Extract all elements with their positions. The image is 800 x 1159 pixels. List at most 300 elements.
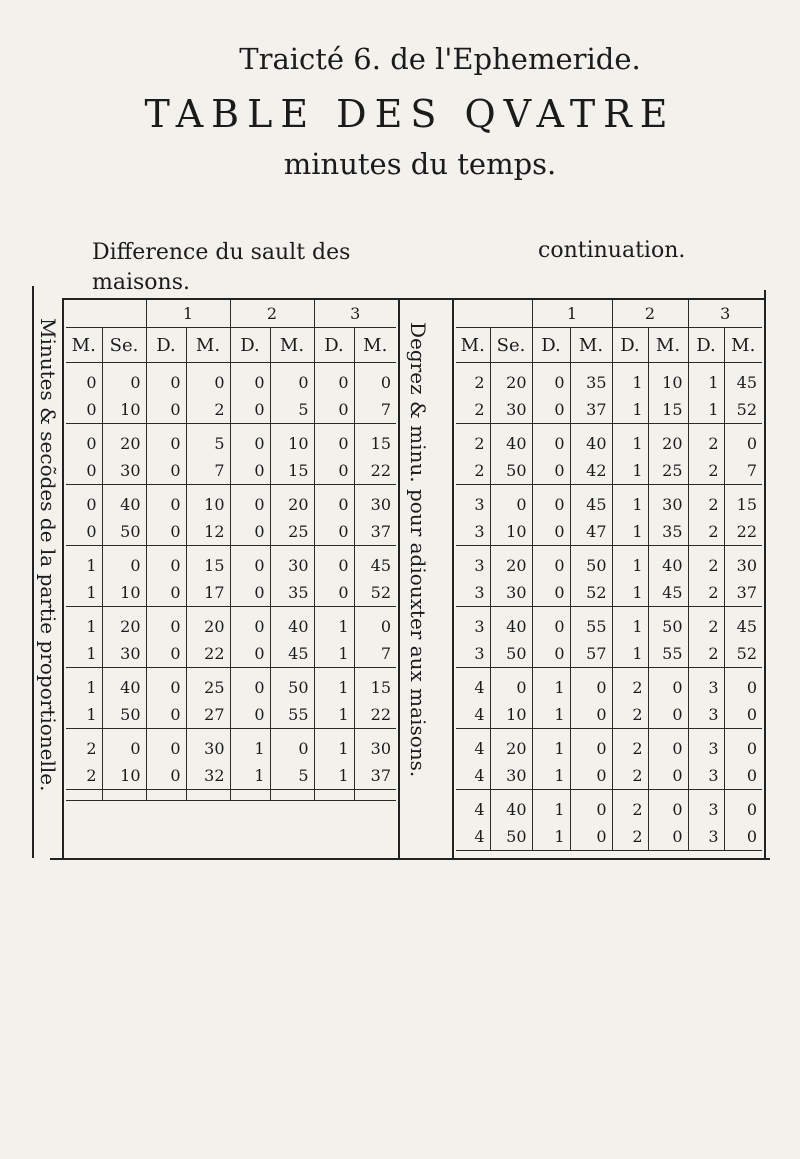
- table-cell: 0: [314, 424, 354, 458]
- table-cell: 22: [724, 518, 762, 546]
- table-cell: 2: [688, 518, 724, 546]
- column-header: D.: [314, 328, 354, 363]
- table-cell: 15: [370, 434, 391, 453]
- table-cell: 2: [612, 701, 648, 729]
- table-cell: 3: [688, 762, 724, 790]
- table-cell: 40: [490, 424, 532, 458]
- table-row: [456, 668, 762, 702]
- column-header: Se.: [102, 328, 146, 363]
- table-cell: 2: [688, 607, 724, 641]
- table-cell: 2: [66, 762, 102, 790]
- table-cell: 25: [186, 668, 230, 702]
- table-cell: 40: [648, 546, 688, 580]
- left-table: [66, 300, 396, 801]
- table-row: [66, 396, 396, 424]
- table-cell: 35: [648, 518, 688, 546]
- table-cell: 10: [490, 518, 532, 546]
- table-cell: 1: [230, 762, 270, 790]
- table-cell: 0: [230, 485, 270, 519]
- table-row: [456, 485, 762, 519]
- table-cell: 20: [490, 546, 532, 580]
- table-cell: 0: [146, 457, 186, 485]
- table-cell: 1: [612, 607, 648, 641]
- middle-vertical-label: Degrez & minu. pour adiouxter aux maisons.: [406, 322, 430, 778]
- table-cell: 30: [370, 495, 391, 514]
- table-cell: 32: [186, 762, 230, 790]
- table-cell: 0: [380, 373, 391, 392]
- table-cell: 0: [490, 668, 532, 702]
- table-cell: 50: [648, 607, 688, 641]
- table-cell: 0: [146, 607, 186, 641]
- table-cell: 1: [532, 729, 570, 763]
- table-cell: 57: [570, 640, 612, 668]
- table-cell: 10: [270, 424, 314, 458]
- table-cell: 1: [532, 823, 570, 851]
- table-cell: 50: [490, 640, 532, 668]
- table-cell: 55: [570, 607, 612, 641]
- table-cell: 5: [270, 396, 314, 424]
- group-header-blank: [456, 300, 532, 328]
- table-cell: 0: [648, 701, 688, 729]
- middle-rule-b: [452, 298, 454, 858]
- table-cell: 0: [146, 396, 186, 424]
- table-row: [456, 546, 762, 580]
- column-header: M.: [66, 328, 102, 363]
- table-cell: 30: [490, 762, 532, 790]
- table-cell: 50: [490, 823, 532, 851]
- column-header: M.: [570, 328, 612, 363]
- table-cell: 0: [230, 607, 270, 641]
- table-cell: 7: [724, 457, 762, 485]
- table-cell: 0: [570, 701, 612, 729]
- table-cell: 17: [186, 579, 230, 607]
- table-row: [66, 518, 396, 546]
- table-cell: 1: [66, 579, 102, 607]
- table-cell: 2: [186, 396, 230, 424]
- table-cell: 0: [66, 457, 102, 485]
- table-cell: 0: [270, 729, 314, 763]
- table-cell: 0: [146, 640, 186, 668]
- table-cell: 40: [490, 607, 532, 641]
- table-cell: 0: [146, 424, 186, 458]
- table-cell: 4: [456, 823, 490, 851]
- table-cell: 52: [724, 396, 762, 424]
- table-row: [456, 701, 762, 729]
- table-cell: 0: [146, 668, 186, 702]
- table-cell: 10: [648, 363, 688, 397]
- table-cell: 0: [230, 546, 270, 580]
- table-cell: 45: [736, 373, 757, 392]
- table-cell: 0: [66, 363, 102, 397]
- table-row: [66, 762, 396, 790]
- group-header-3: 3: [314, 300, 396, 328]
- table-cell: 0: [146, 579, 186, 607]
- table-subtitle: minutes du temps.: [283, 147, 557, 181]
- empty-cell: [186, 790, 230, 801]
- table-row: [456, 762, 762, 790]
- column-header: D.: [230, 328, 270, 363]
- table-cell: 0: [314, 396, 354, 424]
- table-cell: 1: [532, 668, 570, 702]
- table-cell: 1: [66, 607, 102, 641]
- table-cell: 0: [746, 800, 757, 819]
- table-cell: 25: [648, 457, 688, 485]
- table-cell: 0: [532, 579, 570, 607]
- group-header-2: 2: [230, 300, 314, 328]
- table-cell: 4: [456, 729, 490, 763]
- table-cell: 2: [612, 790, 648, 824]
- table-cell: 0: [724, 823, 762, 851]
- table-cell: 45: [270, 640, 314, 668]
- table-cell: 0: [314, 457, 354, 485]
- table-cell: 30: [102, 457, 146, 485]
- table-cell: 7: [354, 396, 396, 424]
- table-cell: 0: [314, 363, 354, 397]
- table-cell: 1: [66, 640, 102, 668]
- table-cell: 50: [570, 546, 612, 580]
- column-header: M.: [648, 328, 688, 363]
- table-cell: 45: [370, 556, 391, 575]
- table-cell: 0: [570, 790, 612, 824]
- table-cell: 0: [230, 518, 270, 546]
- table-cell: 40: [270, 607, 314, 641]
- table-cell: 2: [456, 363, 490, 397]
- table-cell: 0: [230, 363, 270, 397]
- table-cell: 0: [532, 396, 570, 424]
- table-cell: 47: [570, 518, 612, 546]
- table-row: [456, 518, 762, 546]
- table-row: [66, 579, 396, 607]
- table-cell: 30: [648, 485, 688, 519]
- table-cell: 0: [146, 485, 186, 519]
- left-column-heading: Difference du sault des maisons.: [92, 240, 351, 295]
- table-cell: 1: [314, 762, 354, 790]
- table-cell: 0: [230, 424, 270, 458]
- table-cell: 30: [736, 556, 757, 575]
- table-cell: 0: [532, 457, 570, 485]
- table-cell: 0: [146, 518, 186, 546]
- table-row: [66, 485, 396, 519]
- table-cell: 0: [66, 518, 102, 546]
- table-cell: 30: [490, 396, 532, 424]
- table-cell: 0: [146, 546, 186, 580]
- table-cell: 1: [532, 701, 570, 729]
- table-cell: 2: [456, 396, 490, 424]
- table-cell: 4: [456, 701, 490, 729]
- table-title: TABLE DES QVATRE: [144, 92, 676, 136]
- table-cell: 45: [570, 485, 612, 519]
- table-cell: 0: [102, 546, 146, 580]
- table-cell: 3: [688, 729, 724, 763]
- table-cell: 0: [146, 701, 186, 729]
- table-cell: 50: [102, 518, 146, 546]
- table-cell: 0: [314, 485, 354, 519]
- middle-rule-a: [398, 298, 400, 858]
- table-cell: 1: [532, 762, 570, 790]
- column-header: M.: [270, 328, 314, 363]
- table-cell: 0: [146, 762, 186, 790]
- column-header: M.: [456, 328, 490, 363]
- table-cell: 0: [532, 424, 570, 458]
- table-cell: 2: [456, 457, 490, 485]
- table-cell: 2: [612, 729, 648, 763]
- column-header: D.: [532, 328, 570, 363]
- table-cell: 2: [612, 762, 648, 790]
- table-cell: 3: [688, 668, 724, 702]
- table-cell: 25: [270, 518, 314, 546]
- table-cell: 22: [186, 640, 230, 668]
- table-cell: 37: [724, 579, 762, 607]
- table-row: [456, 823, 762, 851]
- table-cell: 4: [456, 762, 490, 790]
- table-cell: 0: [146, 363, 186, 397]
- table-row: [456, 457, 762, 485]
- column-header: D.: [688, 328, 724, 363]
- table-row: [66, 668, 396, 702]
- table-cell: 0: [230, 701, 270, 729]
- table-cell: 15: [736, 495, 757, 514]
- table-cell: 20: [490, 363, 532, 397]
- table-cell: 1: [612, 485, 648, 519]
- table-cell: 35: [570, 363, 612, 397]
- table-cell: 0: [490, 485, 532, 519]
- table-cell: 0: [532, 518, 570, 546]
- table-cell: 15: [370, 678, 391, 697]
- table-row: [456, 363, 762, 397]
- table-cell: 0: [570, 729, 612, 763]
- table-cell: 2: [688, 579, 724, 607]
- table-cell: 20: [102, 424, 146, 458]
- table-row: [66, 546, 396, 580]
- table-cell: 5: [270, 762, 314, 790]
- table-row: [456, 424, 762, 458]
- table-cell: 0: [230, 579, 270, 607]
- table-cell: 1: [612, 640, 648, 668]
- table-cell: 0: [570, 668, 612, 702]
- right-table: [456, 300, 762, 851]
- right-frame-rule: [764, 290, 766, 858]
- running-head: Traicté 6. de l'Ephemeride.: [239, 42, 641, 76]
- table-cell: 52: [570, 579, 612, 607]
- table-cell: 0: [746, 739, 757, 758]
- table-cell: 2: [688, 485, 724, 519]
- table-cell: 40: [102, 668, 146, 702]
- table-cell: 10: [102, 762, 146, 790]
- bottom-rule: [50, 858, 770, 860]
- table-cell: 0: [648, 823, 688, 851]
- table-cell: 1: [314, 640, 354, 668]
- table-cell: 30: [186, 729, 230, 763]
- table-cell: 5: [186, 424, 230, 458]
- table-cell: 30: [370, 739, 391, 758]
- table-cell: 10: [102, 579, 146, 607]
- table-cell: 0: [648, 762, 688, 790]
- table-cell: 1: [66, 546, 102, 580]
- table-cell: 0: [230, 396, 270, 424]
- table-cell: 10: [102, 396, 146, 424]
- table-row: [456, 729, 762, 763]
- table-cell: 1: [612, 424, 648, 458]
- table-cell: 20: [648, 424, 688, 458]
- table-cell: 37: [354, 762, 396, 790]
- table-cell: 4: [456, 668, 490, 702]
- table-cell: 7: [354, 640, 396, 668]
- table-cell: 1: [612, 579, 648, 607]
- table-cell: 3: [456, 485, 490, 519]
- table-row: [456, 790, 762, 824]
- table-cell: 1: [688, 396, 724, 424]
- column-header: M.: [186, 328, 230, 363]
- table-cell: 12: [186, 518, 230, 546]
- empty-cell: [354, 790, 396, 801]
- table-cell: 2: [612, 823, 648, 851]
- table-cell: 0: [532, 485, 570, 519]
- table-cell: 0: [102, 729, 146, 763]
- empty-row: [66, 790, 396, 801]
- table-cell: 0: [146, 729, 186, 763]
- table-cell: 1: [612, 363, 648, 397]
- table-row: [456, 579, 762, 607]
- table-cell: 2: [688, 457, 724, 485]
- table-row: [66, 729, 396, 763]
- table-cell: 22: [354, 701, 396, 729]
- empty-cell: [66, 790, 102, 801]
- table-cell: 0: [186, 363, 230, 397]
- table-cell: 30: [270, 546, 314, 580]
- right-column-heading: continuation.: [538, 238, 686, 263]
- table-cell: 0: [532, 607, 570, 641]
- table-cell: 3: [456, 579, 490, 607]
- table-row: [66, 607, 396, 641]
- table-cell: 35: [270, 579, 314, 607]
- left-frame-rule: [62, 298, 64, 858]
- column-header: M.: [724, 328, 762, 363]
- table-cell: 10: [490, 701, 532, 729]
- table-cell: 0: [746, 434, 757, 453]
- table-cell: 0: [270, 363, 314, 397]
- table-cell: 1: [688, 363, 724, 397]
- table-cell: 7: [186, 457, 230, 485]
- table-cell: 0: [724, 762, 762, 790]
- group-header-3: 3: [688, 300, 762, 328]
- table-cell: 1: [612, 396, 648, 424]
- table-cell: 45: [648, 579, 688, 607]
- table-cell: 15: [270, 457, 314, 485]
- table-row: [456, 640, 762, 668]
- table-cell: 0: [314, 579, 354, 607]
- table-cell: 27: [186, 701, 230, 729]
- table-cell: 42: [570, 457, 612, 485]
- table-cell: 4: [456, 790, 490, 824]
- table-row: [66, 424, 396, 458]
- table-cell: 3: [688, 823, 724, 851]
- table-cell: 3: [456, 640, 490, 668]
- group-header-blank: [66, 300, 146, 328]
- table-cell: 0: [570, 823, 612, 851]
- empty-cell: [314, 790, 354, 801]
- table-cell: 50: [490, 457, 532, 485]
- table-cell: 0: [314, 518, 354, 546]
- table-cell: 0: [532, 640, 570, 668]
- table-cell: 15: [186, 546, 230, 580]
- table-cell: 0: [314, 546, 354, 580]
- table-cell: 1: [314, 607, 354, 641]
- table-cell: 50: [270, 668, 314, 702]
- table-cell: 1: [314, 701, 354, 729]
- table-cell: 3: [456, 518, 490, 546]
- table-row: [456, 396, 762, 424]
- group-header-1: 1: [146, 300, 230, 328]
- empty-cell: [102, 790, 146, 801]
- table-row: [66, 457, 396, 485]
- group-header-1: 1: [532, 300, 612, 328]
- outer-left-rule: [32, 286, 34, 858]
- table-cell: 3: [688, 701, 724, 729]
- table-cell: 0: [746, 678, 757, 697]
- table-cell: 0: [102, 363, 146, 397]
- table-cell: 3: [688, 790, 724, 824]
- table-cell: 37: [354, 518, 396, 546]
- table-cell: 2: [688, 424, 724, 458]
- empty-cell: [270, 790, 314, 801]
- table-cell: 22: [354, 457, 396, 485]
- table-cell: 50: [102, 701, 146, 729]
- table-cell: 37: [570, 396, 612, 424]
- table-cell: 0: [570, 762, 612, 790]
- table-cell: 2: [66, 729, 102, 763]
- table-cell: 0: [648, 729, 688, 763]
- table-cell: 0: [648, 790, 688, 824]
- table-cell: 0: [532, 363, 570, 397]
- table-cell: 0: [230, 668, 270, 702]
- table-cell: 3: [456, 546, 490, 580]
- table-cell: 0: [380, 617, 391, 636]
- table-cell: 1: [532, 790, 570, 824]
- column-header: D.: [612, 328, 648, 363]
- table-cell: 52: [724, 640, 762, 668]
- table-cell: 1: [230, 729, 270, 763]
- table-cell: 0: [66, 485, 102, 519]
- table-cell: 2: [456, 424, 490, 458]
- table-cell: 1: [314, 668, 354, 702]
- table-cell: 1: [314, 729, 354, 763]
- table-cell: 2: [688, 640, 724, 668]
- table-cell: 2: [688, 546, 724, 580]
- table-cell: 40: [490, 790, 532, 824]
- table-cell: 10: [186, 485, 230, 519]
- table-cell: 20: [490, 729, 532, 763]
- table-cell: 0: [66, 396, 102, 424]
- table-row: [456, 607, 762, 641]
- table-cell: 0: [648, 668, 688, 702]
- table-cell: 1: [66, 668, 102, 702]
- table-row: [66, 701, 396, 729]
- table-cell: 0: [230, 457, 270, 485]
- table-cell: 0: [532, 546, 570, 580]
- table-cell: 30: [490, 579, 532, 607]
- table-cell: 45: [736, 617, 757, 636]
- table-cell: 1: [612, 546, 648, 580]
- table-cell: 20: [186, 607, 230, 641]
- table-cell: 15: [648, 396, 688, 424]
- column-header: Se.: [490, 328, 532, 363]
- table-cell: 20: [102, 607, 146, 641]
- empty-cell: [146, 790, 186, 801]
- table-cell: 0: [66, 424, 102, 458]
- empty-cell: [230, 790, 270, 801]
- table-row: [66, 363, 396, 397]
- table-cell: 0: [230, 640, 270, 668]
